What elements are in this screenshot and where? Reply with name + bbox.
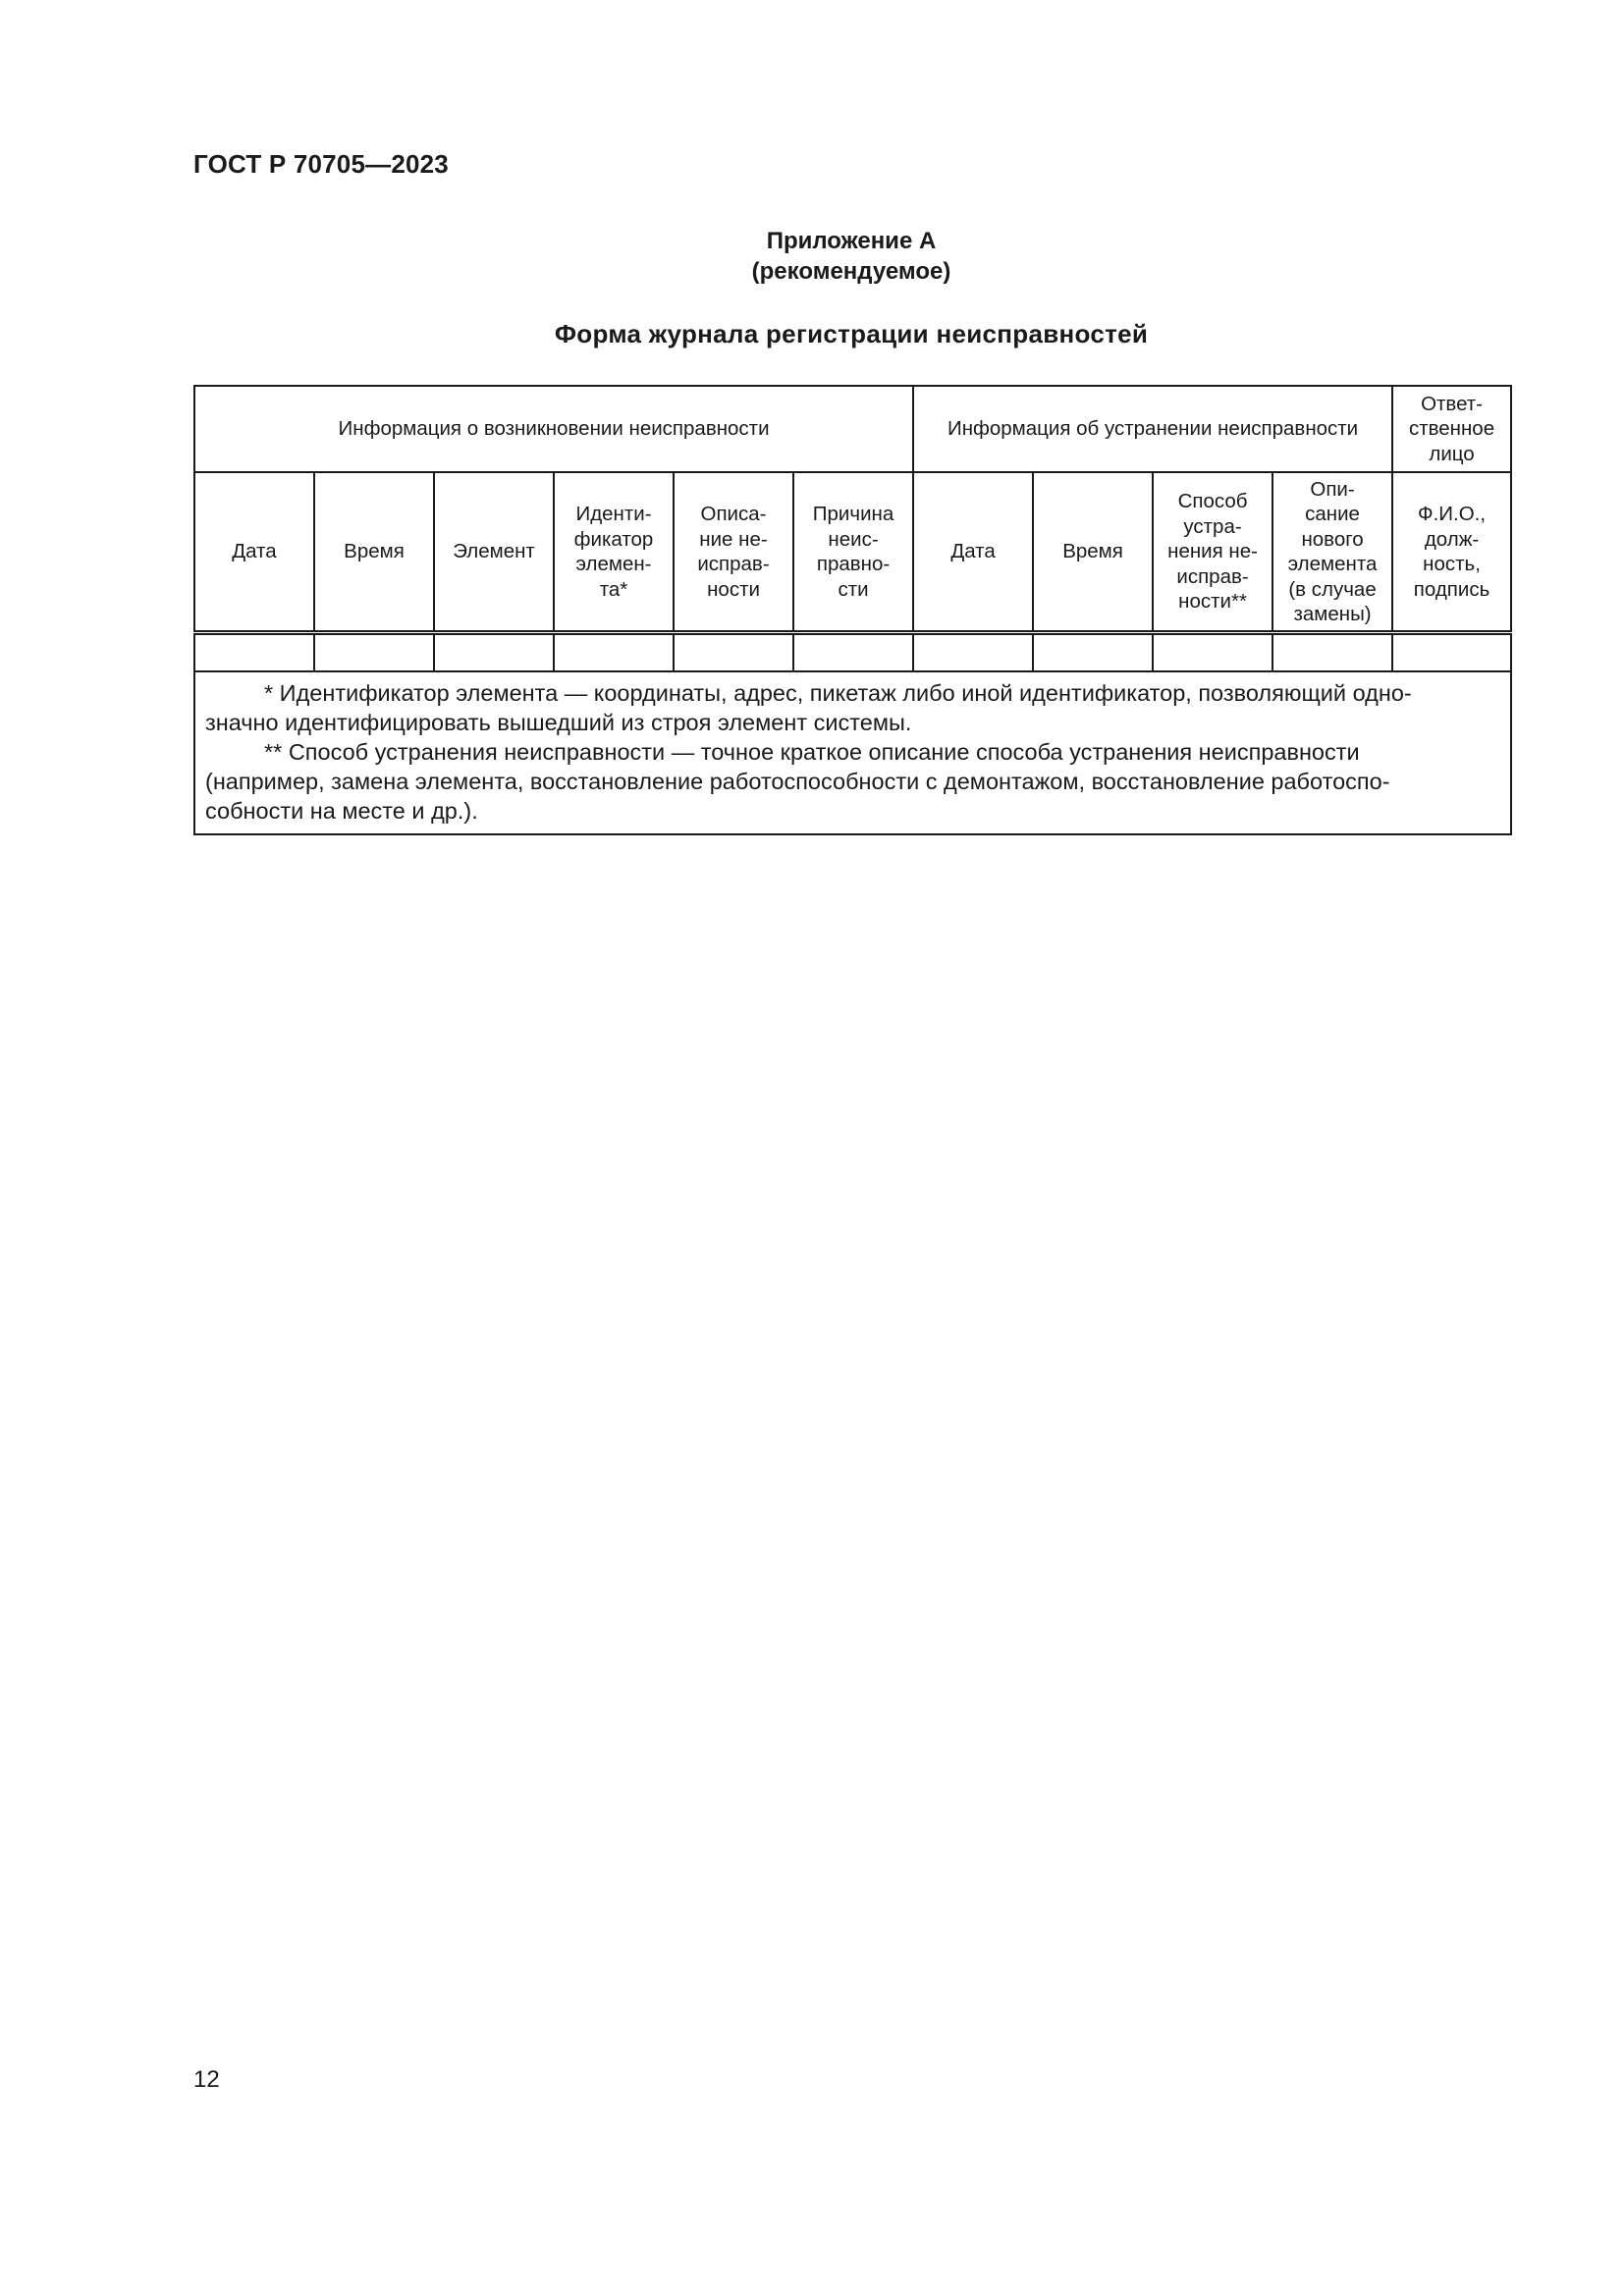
- note-2-line-2: (например, замена элемента, восстановление работоспособности с демонтажом, восстановление работоспо-: [205, 769, 1390, 794]
- column-header-fix-method: Способ устра- нения не- исправ- ности**: [1153, 472, 1272, 633]
- notes-row: [194, 671, 1511, 834]
- note-2-line-1: ** Способ устранения неисправности — точное краткое описание способа устранения неисправности: [264, 739, 1360, 765]
- empty-cell: [1272, 633, 1392, 672]
- fault-journal-table: [193, 385, 1512, 835]
- column-header-element: Элемент: [434, 472, 554, 633]
- column-header-fault-cause: Причина неис- правно- сти: [793, 472, 913, 633]
- table-notes: [194, 671, 1511, 834]
- column-header-fix-time: Время: [1033, 472, 1153, 633]
- note-1-line-1: * Идентификатор элемента — координаты, адрес, пикетаж либо иной идентификатор, позволяющий одно-: [264, 680, 1412, 706]
- column-header-responsible-person: Ф.И.О., долж- ность, подпись: [1392, 472, 1511, 633]
- appendix-title: Приложение А: [766, 228, 937, 254]
- empty-cell: [1033, 633, 1153, 672]
- empty-cell: [674, 633, 793, 672]
- empty-cell: [1392, 633, 1511, 672]
- empty-cell: [1153, 633, 1272, 672]
- column-header-time: Время: [314, 472, 434, 633]
- empty-cell: [554, 633, 674, 672]
- group-elimination: Информация об устранении неисправности: [913, 386, 1392, 472]
- empty-cell: [793, 633, 913, 672]
- group-occurrence: Информация о возникновении неисправности: [194, 386, 913, 472]
- column-header-element-id: Иденти- фикатор элемен- та*: [554, 472, 674, 633]
- appendix-heading: [193, 226, 1509, 287]
- empty-entry-row: [194, 633, 1511, 672]
- form-title: Форма журнала регистрации неисправностей: [554, 319, 1149, 348]
- empty-cell: [434, 633, 554, 672]
- column-header-row: [194, 472, 1511, 633]
- note-2-line-3: собности на месте и др.).: [205, 798, 478, 824]
- note-1-line-2: значно идентифицировать вышедший из строя элемент системы.: [205, 710, 912, 735]
- group-responsible: Ответ- ственное лицо: [1392, 386, 1511, 472]
- empty-cell: [913, 633, 1033, 672]
- column-header-date: Дата: [194, 472, 314, 633]
- page-number: 12: [193, 2066, 220, 2093]
- column-header-fix-date: Дата: [913, 472, 1033, 633]
- appendix-status: (рекомендуемое): [751, 258, 951, 285]
- column-header-new-element: Опи- сание нового элемента (в случае замены): [1272, 472, 1392, 633]
- empty-cell: [314, 633, 434, 672]
- group-header-row: [194, 386, 1511, 472]
- empty-cell: [194, 633, 314, 672]
- standard-code: ГОСТ Р 70705—2023: [193, 149, 449, 179]
- column-header-fault-description: Описа- ние не- исправ- ности: [674, 472, 793, 633]
